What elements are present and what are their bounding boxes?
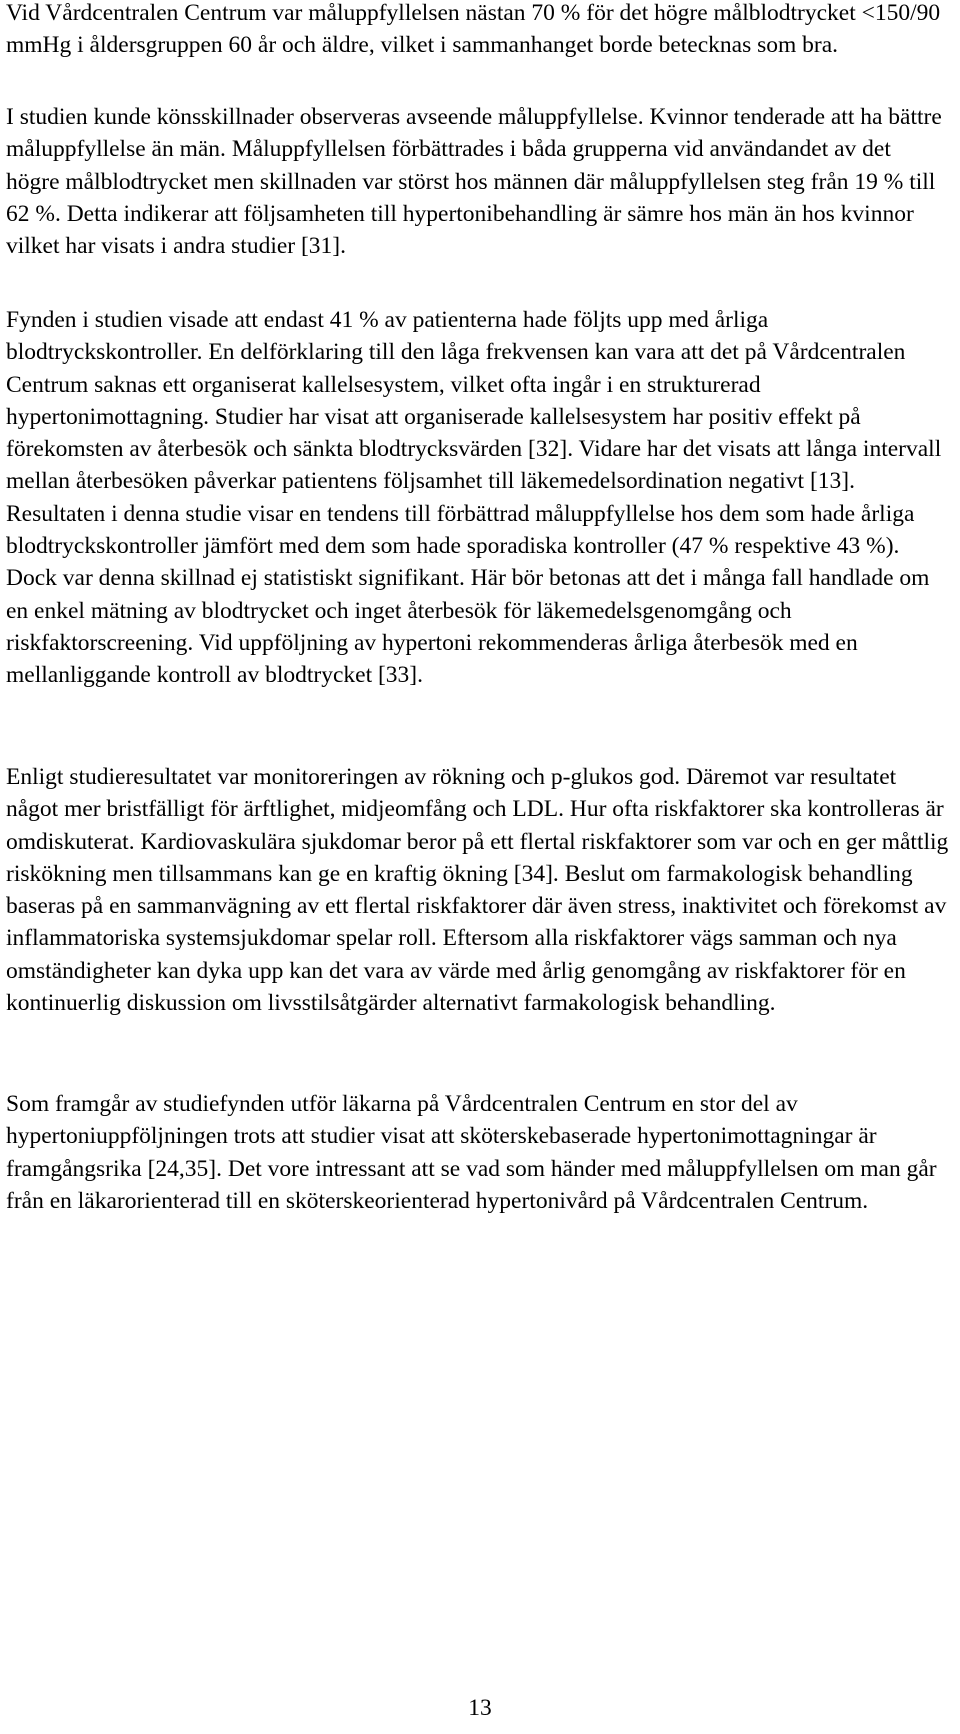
sentence: Kardiovaskulära sjukdomar beror på ett flertal riskfaktorer som var och en ger måttlig riskökning men tillsammans kan ge en kraftig ökning [34].: [6, 828, 949, 887]
sentence: Fynden i studien visade att endast 41 % av patienterna hade följts upp med årliga blodtryckskontroller.: [6, 307, 769, 366]
paragraph-annual-checkups: [6, 304, 950, 692]
page-number: 13: [468, 1695, 492, 1721]
sentence: Studier har visat att organiserade kallelsesystem har positiv effekt på förekomsten av återbesök och sänkta blodtrycksvärden [32].: [6, 403, 861, 463]
sentence: Däremot var resultatet något mer bristfälligt för ärftlighet, midjeomfång och LDL.: [6, 764, 897, 823]
paragraph-target-fulfillment: [6, 0, 950, 62]
paragraph-nurse-led-care: [6, 1088, 950, 1217]
sentence: Vid Vårdcentralen Centrum var måluppfyllelsen nästan 70 % för det högre målblodtrycket <150/90 mmHg i åldersgruppen 60 år och äldre, vilket i sammanhanget borde betecknas som bra.: [6, 0, 941, 59]
paragraph-risk-factor-monitoring: [6, 761, 950, 1019]
sentence: Det vore intressant att se vad som händer med måluppfyllelsen om man går från en läkarorienterad till en sköterskeorienterad hypertonivård på Vårdcentralen Centrum.: [6, 1155, 937, 1214]
sentence: Dock var denna skillnad ej statistiskt signifikant.: [6, 565, 465, 592]
sentence: Enligt studieresultatet var monitoreringen av rökning och p-glukos god.: [6, 764, 681, 790]
sentence: Eftersom alla riskfaktorer vägs samman och nya omständigheter kan dyka upp kan det vara av värde med årlig genomgång av riskfaktorer för en kontinuerlig diskussion om livsstilsåtgärder alternativt farmakologisk behandling.: [6, 925, 906, 1017]
sentence: Vidare har det visats att långa intervall mellan återbesöken påverkar patientens följsamhet till läkemedelsordination negativt [13].: [6, 436, 942, 495]
sentence: Vid uppföljning av hypertoni rekommenderas årliga återbesök med en mellanliggande kontroll av blodtrycket [33].: [6, 629, 858, 689]
sentence: En delförklaring till den låga frekvensen kan vara att det på Vårdcentralen Centrum saknas ett organiserat kallelsesystem, vilket ofta ingår i en strukturerad hypertonimottagning.: [6, 339, 906, 430]
sentence: Hur ofta riskfaktorer ska kontrolleras är omdiskuterat.: [6, 796, 944, 855]
sentence: Här bör betonas att det i många fall handlade om en enkel mätning av blodtrycket och inget återbesök för läkemedelsgenomgång och riskfaktorscreening.: [6, 565, 930, 656]
paragraph-gender-differences: [6, 101, 950, 262]
sentence: Beslut om farmakologisk behandling baseras på en sammanvägning av ett flertal riskfaktorer där även stress, inaktivitet och förekomst av inflammatoriska systemsjukdomar spelar roll.: [6, 860, 947, 952]
sentence: Kvinnor tenderade att ha bättre måluppfyllelse än män.: [6, 104, 942, 163]
sentence: Resultaten i denna studie visar en tendens till förbättrad måluppfyllelse hos dem som hade årliga blodtryckskontroller jämfört med dem som hade sporadiska kontroller (47 % respektive 43 %).: [6, 500, 915, 560]
sentence: Måluppfyllelsen förbättrades i båda grupperna vid användandet av det högre målblodtrycket men skillnaden var störst hos männen där måluppfyllelsen steg från 19 % till 62 %.: [6, 136, 936, 227]
sentence: Detta indikerar att följsamheten till hypertonibehandling är sämre hos män än hos kvinnor vilket har visats i andra studier [31].: [6, 200, 914, 260]
sentence: Som framgår av studiefynden utför läkarna på Vårdcentralen Centrum en stor del av hypertoniuppföljningen trots att studier visat att sköterskebaserade hypertonimottagningar är framgångsrika [24,35].: [6, 1091, 877, 1182]
sentence: I studien kunde könsskillnader observeras avseende måluppfyllelse.: [6, 104, 644, 130]
